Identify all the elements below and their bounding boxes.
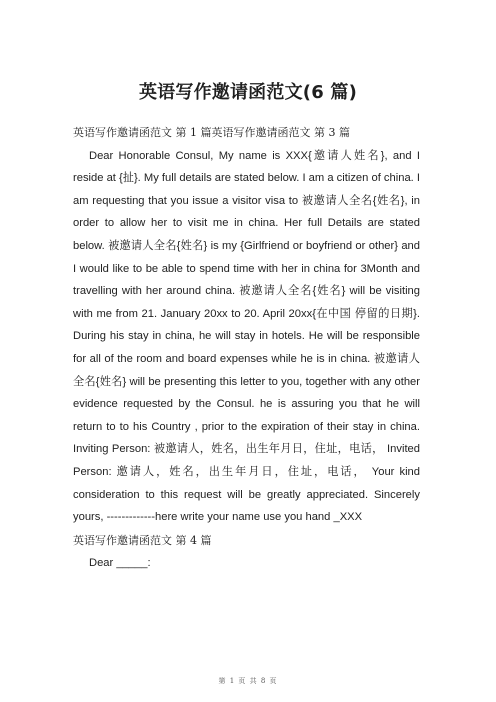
page-footer: 第 1 页 共 8 页: [218, 677, 278, 685]
section-heading: 英语写作邀请函范文 第 1 篇英语写作邀请函范文 第 3 篇: [73, 126, 350, 139]
document-body: [73, 122, 420, 575]
letter-salutation: Dear _____:: [89, 557, 151, 570]
section-heading: 英语写作邀请函范文 第 4 篇: [73, 533, 212, 547]
document-title: 英语写作邀请函范文(6 篇): [138, 82, 358, 103]
letter-paragraph: Dear Honorable Consul, My name is XXX{邀请人姓名}, and I reside at {扯}. My full details are stated below. I am a citizen of china. I am requesting that you issue a visitor visa to 被邀请人全名{姓名}, in order to allow her to visit me in china. Her full Details are stated below. 被邀请人全名{姓名} is my {Girlfriend or boyfriend or other} and I would like to be able to spend time with her in china for 3Month and travelling with her around china. 被邀请人全名{姓名} will be visiting with me from 21. January 20xx to 20. April 20xx{在中国 停留的日期}. During his stay in china, he will stay in hotels. He will be responsible for all of the room and board expenses while he is in china. 被邀请人全名{姓名} will be presenting this letter to you, together with any other evidence requested by the Consul. he is assuring you that he will return to to his Country , prior to the expiration of their stay in china. Inviting Person: 被邀请人，姓名，出生年月日，住址，电话， Invited Person: 邀请人，姓名，出生年月日，住址，电话， Your kind consideration to this request will be greatly appreciated. Sincerely yours, -------------here write your name use you hand _XXX: [73, 149, 420, 524]
